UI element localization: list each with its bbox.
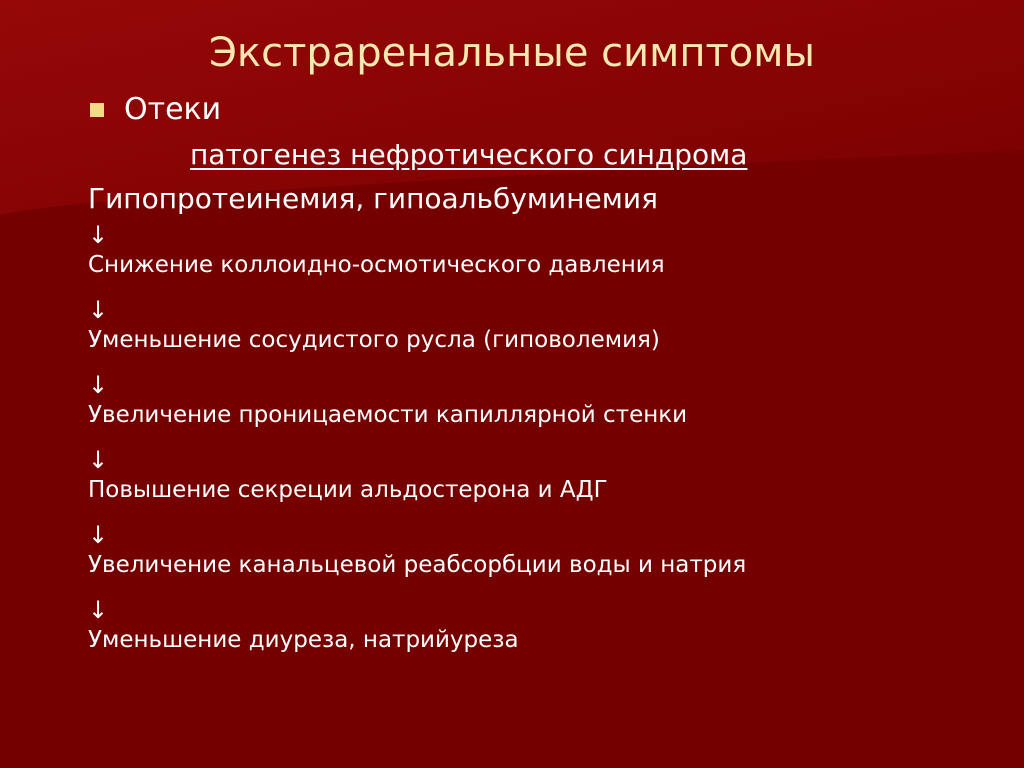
chain-step: Увеличение канальцевой реабсорбции воды и натрия (88, 552, 747, 578)
bullet-text: Отеки (124, 92, 222, 127)
down-arrow-icon: ↓ (88, 221, 109, 249)
down-arrow-icon: ↓ (88, 521, 109, 549)
chain-step: Увеличение проницаемости капиллярной стенки (88, 402, 688, 428)
section-subtitle: патогенез нефротического синдрома (190, 138, 748, 171)
chain-step: Уменьшение сосудистого русла (гиповолемия) (88, 327, 660, 353)
square-bullet-icon (90, 103, 104, 117)
down-arrow-icon: ↓ (88, 296, 109, 324)
slide-title: Экстраренальные симптомы (209, 30, 815, 76)
bullet-item (90, 92, 221, 127)
down-arrow-icon: ↓ (88, 596, 109, 624)
down-arrow-icon: ↓ (88, 371, 109, 399)
chain-step: Снижение коллоидно-осмотического давления (88, 252, 665, 278)
lead-statement: Гипопротеинемия, гипоальбуминемия (88, 182, 658, 215)
chain-step: Уменьшение диуреза, натрийуреза (88, 627, 519, 653)
chain-step: Повышение секреции альдостерона и АДГ (88, 477, 608, 503)
down-arrow-icon: ↓ (88, 446, 109, 474)
pathogenesis-chain (88, 222, 746, 672)
